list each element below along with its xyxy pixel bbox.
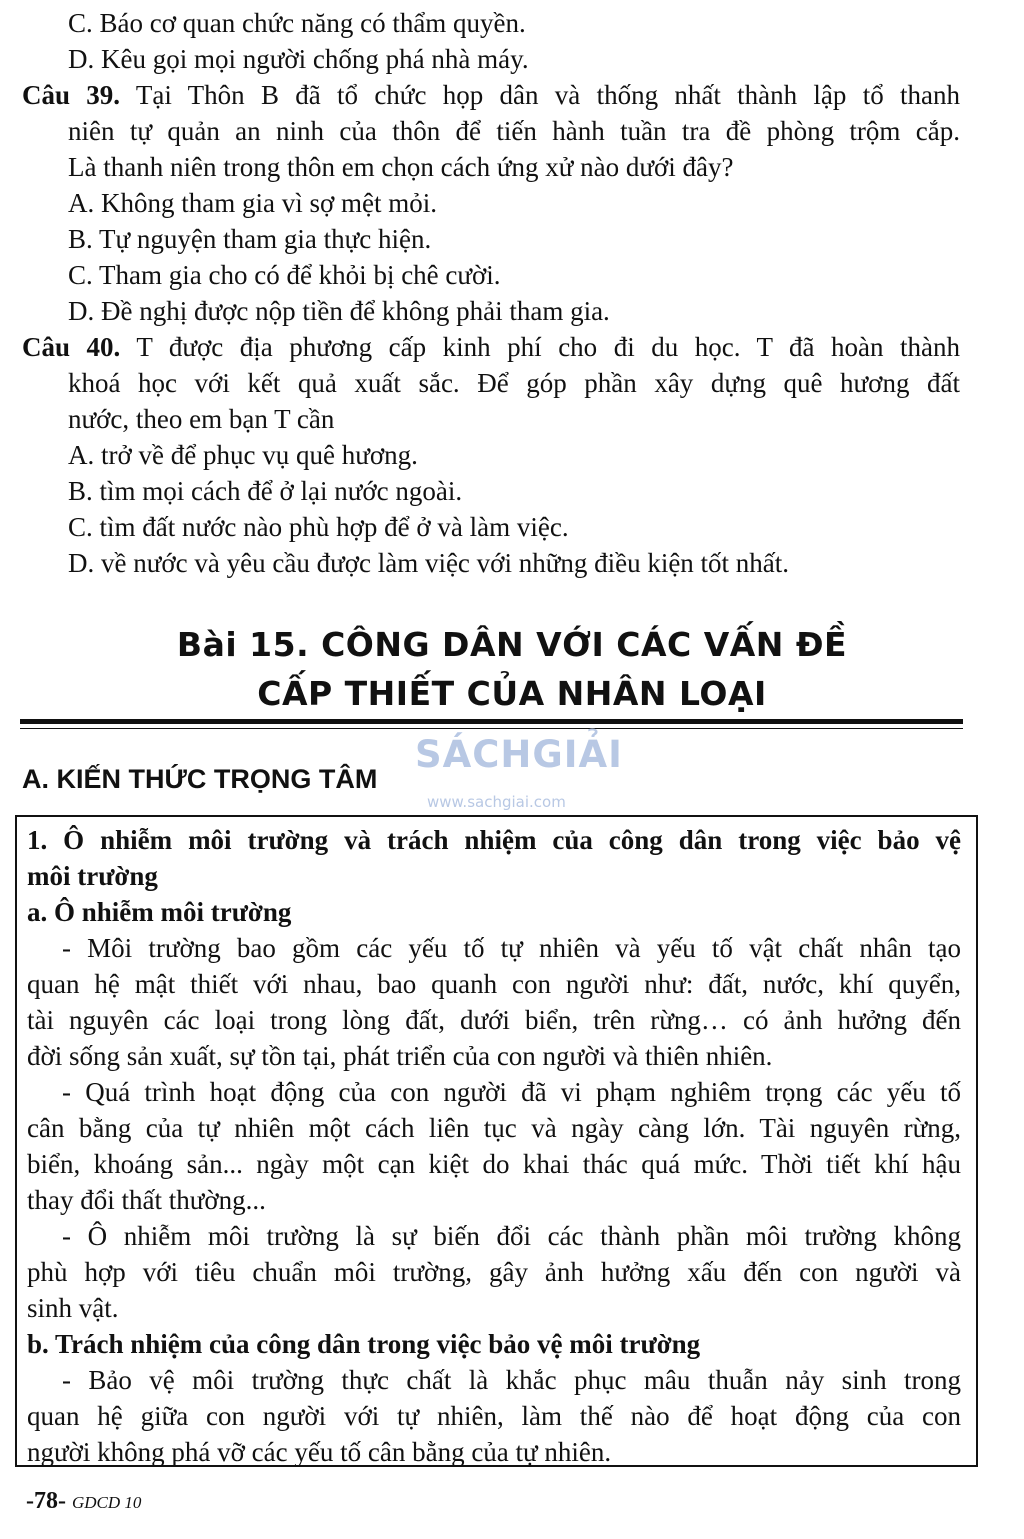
paragraph-line: cân bằng của tự nhiên một cách liên tục và ngày càng lớn. Tài nguyên rừng,: [27, 1113, 961, 1143]
option-text: D. Kêu gọi mọi người chống phá nhà máy.: [68, 44, 529, 74]
paragraph-line: - Bảo vệ môi trường thực chất là khắc phục mâu thuẫn nảy sinh trong: [62, 1365, 961, 1395]
paragraph-line: - Quá trình hoạt động của con người đã vi phạm nghiêm trọng các yếu tố: [62, 1077, 961, 1107]
option-text: D. Đề nghị được nộp tiền để không phải tham gia.: [68, 296, 610, 326]
question-40-first-line: [22, 329, 960, 365]
watermark-brand: SÁCHGIẢI: [415, 733, 623, 776]
paragraph-line: sinh vật.: [27, 1293, 119, 1323]
box-heading: 1. Ô nhiễm môi trường và trách nhiệm của công dân trong việc bảo vệ: [27, 825, 961, 855]
paragraph-line: quan hệ mật thiết với nhau, bao quanh con người như: đất, nước, khí quyển,: [27, 969, 961, 999]
question-text: T được địa phương cấp kinh phí cho đi du học. T đã hoàn thành: [136, 332, 960, 362]
question-text: niên tự quản an ninh của thôn để tiến hành tuần tra đề phòng trộm cắp.: [68, 116, 960, 146]
box-heading: môi trường: [27, 861, 158, 891]
page-footer: [26, 1488, 141, 1515]
page-number: -78-: [26, 1488, 66, 1514]
paragraph-line: - Ô nhiễm môi trường là sự biến đổi các thành phần môi trường không: [62, 1221, 961, 1251]
question-text: nước, theo em bạn T cần: [68, 404, 335, 434]
paragraph-line: người không phá vỡ các yếu tố cân bằng của tự nhiên.: [27, 1437, 612, 1467]
question-text: khoá học với kết quả xuất sắc. Để góp phần xây dựng quê hương đất: [68, 368, 960, 398]
paragraph-line: biển, khoáng sản... ngày một cạn kiệt do khai thác quá mức. Thời tiết khí hậu: [27, 1149, 961, 1179]
paragraph-line: quan hệ giữa con người với tự nhiên, làm thế nào để hoạt động của con: [27, 1401, 961, 1431]
option-text: B. tìm mọi cách để ở lại nước ngoài.: [68, 476, 463, 506]
option-text: C. Báo cơ quan chức năng có thẩm quyền.: [68, 8, 526, 38]
lesson-title: Bài 15. CÔNG DÂN VỚI CÁC VẤN ĐỀ: [176, 625, 848, 664]
option-text: D. về nước và yêu cầu được làm việc với những điều kiện tốt nhất.: [68, 548, 790, 578]
watermark-url: www.sachgiai.com: [427, 793, 566, 811]
subject-code: GDCD 10: [71, 1493, 142, 1512]
title-divider: [20, 719, 963, 724]
paragraph-line: - Môi trường bao gồm các yếu tố tự nhiên và yếu tố vật chất nhân tạo: [62, 933, 961, 963]
option-text: C. tìm đất nước nào phù hợp để ở và làm việc.: [68, 512, 569, 542]
paragraph-line: tài nguyên các loại trong lòng đất, dưới biển, trên rừng… có ảnh hưởng đến: [27, 1005, 961, 1035]
section-heading: A. KIẾN THỨC TRỌNG TÂM: [22, 764, 378, 794]
title-divider-thin: [20, 728, 963, 729]
lesson-subtitle: CẤP THIẾT CỦA NHÂN LOẠI: [257, 674, 767, 713]
question-text: Tại Thôn B đã tổ chức họp dân và thống nhất thành lập tổ thanh: [135, 80, 960, 110]
subheading-a: a. Ô nhiễm môi trường: [27, 897, 292, 927]
watermark: [415, 733, 623, 818]
question-label: Câu 40.: [22, 332, 121, 362]
paragraph-line: thay đổi thất thường...: [27, 1185, 266, 1215]
option-text: C. Tham gia cho có để khỏi bị chê cười.: [68, 260, 501, 290]
subheading-b: b. Trách nhiệm của công dân trong việc bảo vệ môi trường: [27, 1329, 701, 1359]
option-text: A. trở về để phục vụ quê hương.: [68, 440, 418, 470]
option-text: A. Không tham gia vì sợ mệt mỏi.: [68, 188, 437, 218]
paragraph-line: phù hợp với tiêu chuẩn môi trường, gây ảnh hưởng xấu đến con người và: [27, 1257, 961, 1287]
option-text: B. Tự nguyện tham gia thực hiện.: [68, 224, 432, 254]
question-text: Là thanh niên trong thôn em chọn cách ứng xử nào dưới đây?: [68, 152, 734, 182]
question-39-first-line: [22, 77, 960, 113]
question-label: Câu 39.: [22, 80, 121, 110]
paragraph-line: đời sống sản xuất, sự tồn tại, phát triển của con người và thiên nhiên.: [27, 1041, 773, 1071]
